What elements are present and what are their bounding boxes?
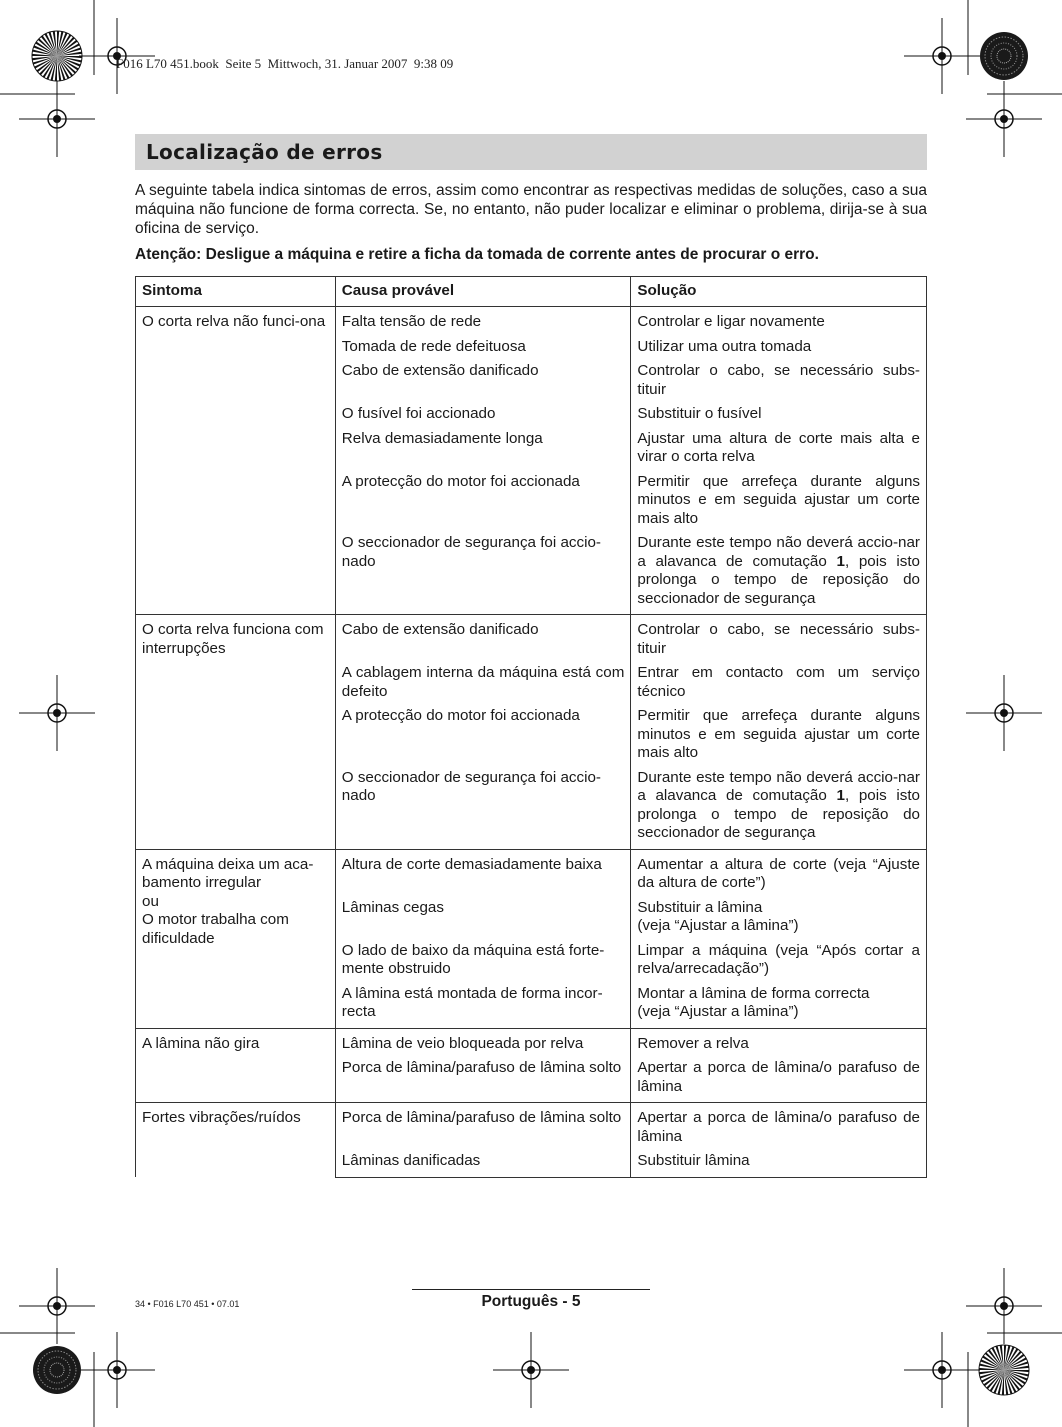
cause-cell: Cabo de extensão danificado [335, 362, 631, 405]
cause-cell: Porca de lâmina/parafuso de lâmina solto [335, 1059, 631, 1103]
solution-cell: Ajustar uma altura de corte mais alta e virar o corta relva [631, 430, 927, 473]
troubleshooting-table [135, 276, 927, 1178]
solution-cell [631, 534, 927, 615]
registration-mark [19, 675, 95, 751]
solution-text: Durante este tempo não deverá accio-nar a alavanca de comutação [637, 768, 920, 804]
symptom-cell [136, 849, 336, 1028]
cause-cell: A protecção do motor foi accionada [335, 707, 631, 769]
solution-cell: Controlar e ligar novamente [631, 307, 927, 338]
header-symptom: Sintoma [136, 277, 336, 307]
solution-line: Substituir a lâmina [637, 898, 763, 916]
solution-cell: Entrar em contacto com um serviço técnico [631, 664, 927, 707]
footer-divider [412, 1289, 650, 1290]
section-title-bar [135, 134, 927, 170]
starburst-mark [979, 1345, 1029, 1395]
print-header-info: F016 L70 451.book Seite 5 Mittwoch, 31. Januar 2007 9:38 09 [116, 56, 454, 71]
solution-cell: Remover a relva [631, 1028, 927, 1059]
solution-text: , pois isto prolonga o tempo de reposição do seccionador de segurança [637, 787, 920, 841]
cause-cell: A lâmina está montada de forma incor-recta [335, 985, 631, 1029]
table-row [136, 1028, 927, 1059]
solution-cell: Permitir que arrefeça durante alguns minutos e em seguida ajustar um corte mais alto [631, 473, 927, 535]
solution-cell: Apertar a porca de lâmina/o parafuso de lâmina [631, 1103, 927, 1153]
dot-target-mark [33, 1346, 81, 1394]
registration-mark [493, 1332, 569, 1408]
registration-mark [904, 18, 980, 94]
part-number: 1 [836, 787, 845, 804]
cause-cell: O seccionador de segurança foi accio-nado [335, 769, 631, 850]
header-cause: Causa provável [335, 277, 631, 307]
solution-cell [631, 899, 927, 942]
symptom-cell: A lâmina não gira [136, 1028, 336, 1103]
solution-line: (veja “Ajustar a lâmina”) [637, 1003, 799, 1020]
warning-text: Atenção: Desligue a máquina e retire a ficha da tomada de corrente antes de procurar o erro. [135, 246, 819, 263]
solution-text: , pois isto prolonga o tempo de reposição do seccionador de segurança [637, 552, 920, 607]
cause-cell: Altura de corte demasiadamente baixa [335, 849, 631, 899]
cause-cell: Cabo de extensão danificado [335, 615, 631, 665]
cause-cell: Falta tensão de rede [335, 307, 631, 338]
table-row [136, 615, 927, 665]
dot-target-mark [980, 32, 1028, 80]
solution-cell: Controlar o cabo, se necessário subs-tituir [631, 362, 927, 405]
cause-cell: Lâminas danificadas [335, 1152, 631, 1177]
table-row [136, 1103, 927, 1153]
solution-cell: Controlar o cabo, se necessário subs-tituir [631, 615, 927, 665]
registration-mark [19, 81, 95, 157]
solution-cell: Aumentar a altura de corte (veja “Ajuste da altura de corte”) [631, 849, 927, 899]
cause-cell: Tomada de rede defeituosa [335, 338, 631, 363]
table-row [136, 307, 927, 338]
registration-mark [966, 675, 1042, 751]
solution-cell: Utilizar uma outra tomada [631, 338, 927, 363]
cause-cell: Porca de lâmina/parafuso de lâmina solto [335, 1103, 631, 1153]
intro-paragraph: A seguinte tabela indica sintomas de erros, assim como encontrar as respectivas medidas de soluções, caso a sua máquina não funcione de forma correcta. Se, no entanto, não puder localizar e eliminar o problema, dirija-se à sua oficina de serviço. [135, 182, 927, 237]
cause-cell: A cablagem interna da máquina está com defeito [335, 664, 631, 707]
cause-cell: Relva demasiadamente longa [335, 430, 631, 473]
cause-cell: O fusível foi accionado [335, 405, 631, 430]
table-row [136, 849, 927, 899]
symptom-cell: Fortes vibrações/ruídos [136, 1103, 336, 1178]
cause-cell: Lâmina de veio bloqueada por relva [335, 1028, 631, 1059]
document-code: 34 • F016 L70 451 • 07.01 [135, 1299, 240, 1309]
registration-mark [904, 1332, 980, 1408]
header-solution: Solução [631, 277, 927, 307]
symptom-cell: O corta relva funciona com interrupções [136, 615, 336, 850]
cause-cell: O lado de baixo da máquina está forte-mente obstruido [335, 942, 631, 985]
starburst-mark [32, 31, 82, 81]
solution-line: Montar a lâmina de forma correcta [637, 984, 870, 1002]
page-footer: Português - 5 [481, 1293, 581, 1310]
symptom-line: ou [142, 892, 159, 910]
symptom-cell: O corta relva não funci-ona [136, 307, 336, 615]
cause-cell: Lâminas cegas [335, 899, 631, 942]
solution-cell: Limpar a máquina (veja “Após cortar a relva/arrecadação”) [631, 942, 927, 985]
solution-cell [631, 769, 927, 850]
cause-cell: O seccionador de segurança foi accio-nado [335, 534, 631, 615]
solution-cell: Apertar a porca de lâmina/o parafuso de lâmina [631, 1059, 927, 1103]
solution-cell [631, 985, 927, 1029]
registration-mark [966, 81, 1042, 157]
table-header-row [136, 277, 927, 307]
solution-cell: Permitir que arrefeça durante alguns minutos e em seguida ajustar um corte mais alto [631, 707, 927, 769]
solution-text: Durante este tempo não deverá accio-nar a alavanca de comutação [637, 534, 920, 570]
symptom-line: O motor trabalha com dificuldade [142, 911, 289, 947]
part-number: 1 [836, 552, 845, 570]
symptom-line: A máquina deixa um aca-bamento irregular [142, 855, 314, 891]
registration-mark [79, 1332, 155, 1408]
solution-line: (veja “Ajustar a lâmina”) [637, 917, 799, 934]
cause-cell: A protecção do motor foi accionada [335, 473, 631, 535]
section-title: Localização de erros [146, 140, 383, 164]
solution-cell: Substituir o fusível [631, 405, 927, 430]
solution-cell: Substituir lâmina [631, 1152, 927, 1177]
